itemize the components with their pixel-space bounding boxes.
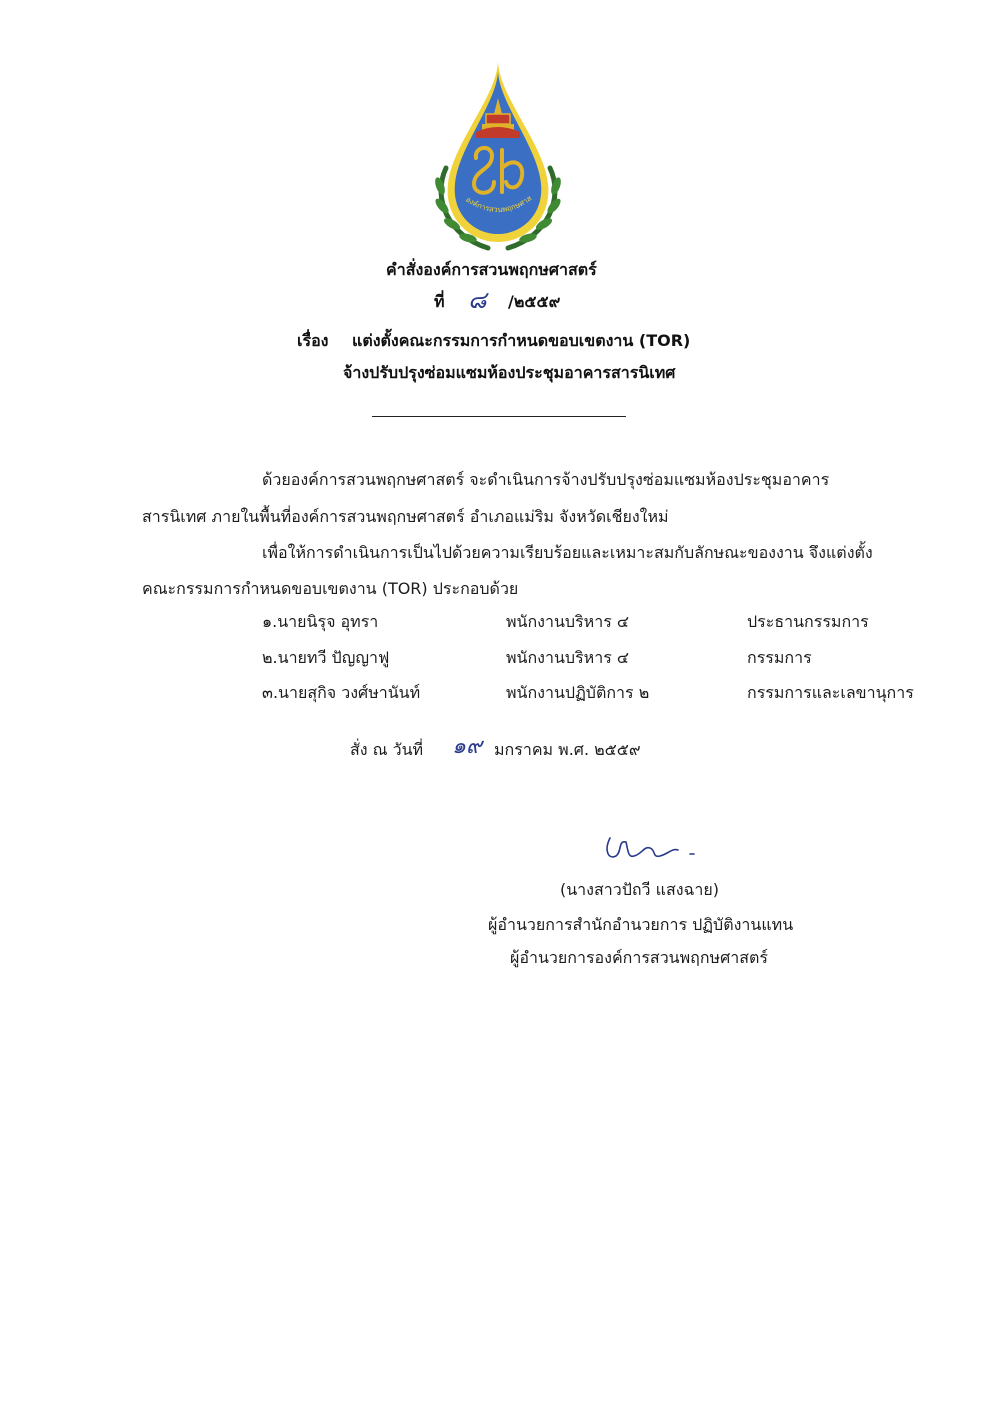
member-position: พนักงานบริหาร ๔ (506, 648, 629, 667)
signatory-title-line-1: ผู้อำนวยการสำนักอำนวยการ ปฏิบัติงานแทน (488, 915, 794, 934)
header-divider (372, 416, 626, 417)
date-day-handwritten: ๑๙ (452, 734, 483, 759)
logo-seal-text: องค์การสวนพฤกษศาส (464, 193, 534, 215)
member-role: กรรมการ (747, 648, 812, 667)
order-number-year: /๒๕๕๙ (508, 292, 561, 311)
paragraph-1-line-1: ด้วยองค์การสวนพฤกษศาสตร์ จะดำเนินการจ้างปรับปรุงซ่อมแซมห้องประชุมอาคาร (262, 470, 830, 489)
order-number-label: ที่ (434, 292, 445, 311)
organization-logo (418, 58, 578, 256)
signatory-title-line-2: ผู้อำนวยการองค์การสวนพฤกษศาสตร์ (510, 948, 768, 967)
signatory-name: (นางสาวปัถวี แสงฉาย) (560, 880, 720, 899)
date-prefix: สั่ง ณ วันที่ (350, 740, 424, 759)
member-name: ๒.นายทวี ปัญญาฟู (262, 648, 390, 667)
order-number-handwritten: ๘ (468, 286, 487, 314)
member-position: พนักงานปฏิบัติการ ๒ (506, 683, 650, 702)
paragraph-1-line-2: สารนิเทศ ภายในพื้นที่องค์การสวนพฤกษศาสตร์ อำเภอแม่ริม จังหวัดเชียงใหม่ (142, 507, 669, 526)
handwritten-signature (598, 828, 708, 872)
member-role: กรรมการและเลขานุการ (747, 683, 914, 702)
member-name: ๓.นายสุกิจ วงศ์ษานันท์ (262, 683, 421, 702)
member-name: ๑.นายนิรุจ อุทรา (262, 612, 379, 631)
date-month-year: มกราคม พ.ศ. ๒๕๕๙ (494, 740, 641, 759)
subject-label: เรื่อง (297, 331, 329, 350)
paragraph-2-line-2: คณะกรรมการกำหนดขอบเขตงาน (TOR) ประกอบด้วย (142, 579, 519, 598)
member-position: พนักงานบริหาร ๔ (506, 612, 629, 631)
subject-line-1: แต่งตั้งคณะกรรมการกำหนดขอบเขตงาน (TOR) (352, 331, 691, 350)
page-title: คำสั่งองค์การสวนพฤกษศาสตร์ (386, 260, 597, 279)
member-role: ประธานกรรมการ (747, 612, 869, 631)
paragraph-2-line-1: เพื่อให้การดำเนินการเป็นไปด้วยความเรียบร้อยและเหมาะสมกับลักษณะของงาน จึงแต่งตั้ง (262, 543, 873, 562)
subject-line-2: จ้างปรับปรุงซ่อมแซมห้องประชุมอาคารสารนิเทศ (343, 363, 676, 382)
